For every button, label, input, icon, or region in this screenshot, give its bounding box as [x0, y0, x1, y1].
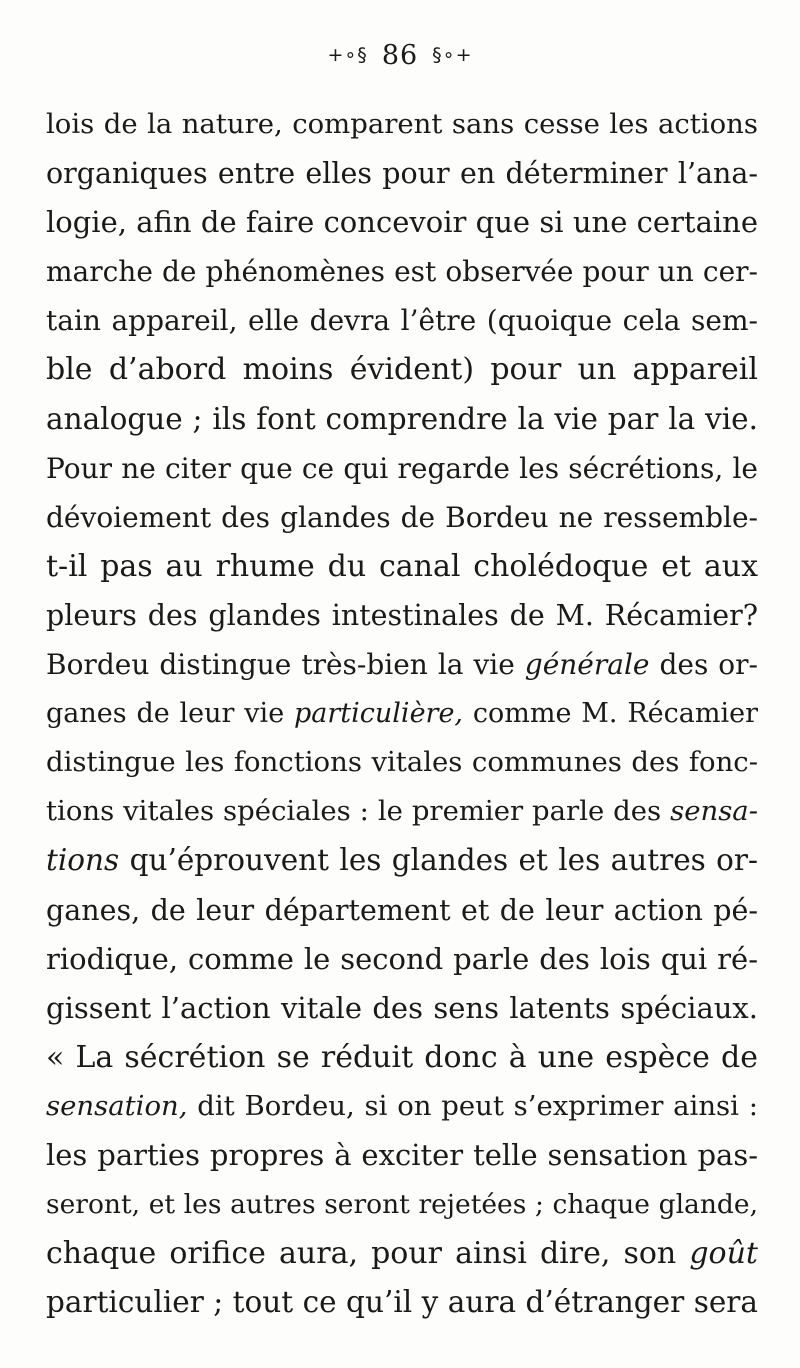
page-header [0, 38, 800, 73]
text-line [46, 787, 758, 836]
text-run: dévoiement des glandes de Bordeu ne ressemble- [46, 500, 758, 534]
text-run: analogue ; ils font comprendre la vie par la vie. [46, 401, 758, 436]
text-line [46, 493, 758, 542]
page-number: 86 [381, 40, 419, 71]
header-ornament-right: §∘+ [432, 44, 473, 66]
text-run: lois de la nature, comparent sans cesse les actions [46, 108, 758, 140]
italic-run: sensa- [670, 795, 758, 828]
text-line [46, 640, 758, 689]
italic-run: particulière, [294, 698, 464, 730]
text-run: tions vitales spéciales : le premier parle des [46, 795, 671, 828]
body-text [46, 100, 758, 1327]
text-line [46, 198, 758, 247]
text-run: Pour ne citer que ce qui regarde les sécrétions, le [46, 451, 758, 485]
text-run: tain appareil, elle devra l’être (quoique cela sem- [46, 304, 758, 338]
text-line [46, 395, 758, 444]
text-line [46, 1229, 758, 1278]
text-run: marche de phénomènes est observée pour un cer- [46, 255, 758, 289]
italic-run: goût [689, 1236, 758, 1272]
text-run: « La sécrétion se réduit donc à une espèce de [46, 1039, 758, 1075]
text-run: dit Bordeu, si on peut s’exprimer ainsi : [187, 1089, 758, 1122]
text-run: riodique, comme le second parle des lois qui ré- [46, 941, 758, 976]
text-run: organiques entre elles pour en déterminer l’ana- [46, 157, 758, 191]
text-line [46, 1082, 758, 1131]
text-run: particulier ; tout ce qu’il y aura d’étranger sera [46, 1285, 758, 1320]
text-line [46, 1278, 758, 1327]
text-line [46, 591, 758, 640]
text-line [46, 100, 758, 149]
text-line [46, 1033, 758, 1082]
header-ornament-left: +∘§ [327, 44, 368, 66]
text-line [46, 247, 758, 296]
text-run: gissent l’action vitale des sens latents spéciaux. [46, 990, 758, 1025]
text-run: qu’éprouvent les glandes et les autres or- [119, 843, 758, 878]
text-line [46, 542, 758, 591]
text-run: distingue les fonctions vitales communes des fonc- [46, 746, 758, 779]
text-run: ble d’abord moins évident) pour un appareil [46, 352, 758, 388]
text-run: ganes, de leur département et de leur action pé- [46, 893, 758, 927]
text-run: pleurs des glandes intestinales de M. Récamier? [46, 598, 758, 632]
text-run: comme M. Récamier [463, 698, 758, 730]
italic-run: sensation, [46, 1089, 188, 1122]
text-run: seront, et les autres seront rejetées ; chaque glande, [46, 1189, 758, 1221]
text-line [46, 886, 758, 935]
text-run: chaque orifice aura, pour ainsi dire, son [46, 1236, 690, 1272]
text-run: ganes de leur vie [46, 698, 295, 730]
text-line [46, 738, 758, 787]
text-run: Bordeu distingue très-bien la vie [46, 648, 525, 682]
text-line [46, 984, 758, 1033]
italic-run: générale [524, 648, 650, 682]
italic-run: tions [46, 843, 120, 878]
text-run: les parties propres à exciter telle sensation pas- [46, 1137, 758, 1172]
text-line [46, 689, 758, 738]
text-run: logie, afin de faire concevoir que si une certaine [46, 205, 758, 240]
text-line [46, 345, 758, 394]
text-line [46, 1180, 758, 1229]
text-run: t-il pas au rhume du canal cholédoque et aux [46, 548, 758, 584]
text-line [46, 149, 758, 198]
text-line [46, 1131, 758, 1180]
text-line [46, 296, 758, 345]
text-line [46, 444, 758, 493]
text-line [46, 935, 758, 984]
text-run: des or- [649, 648, 758, 682]
text-line [46, 836, 758, 885]
